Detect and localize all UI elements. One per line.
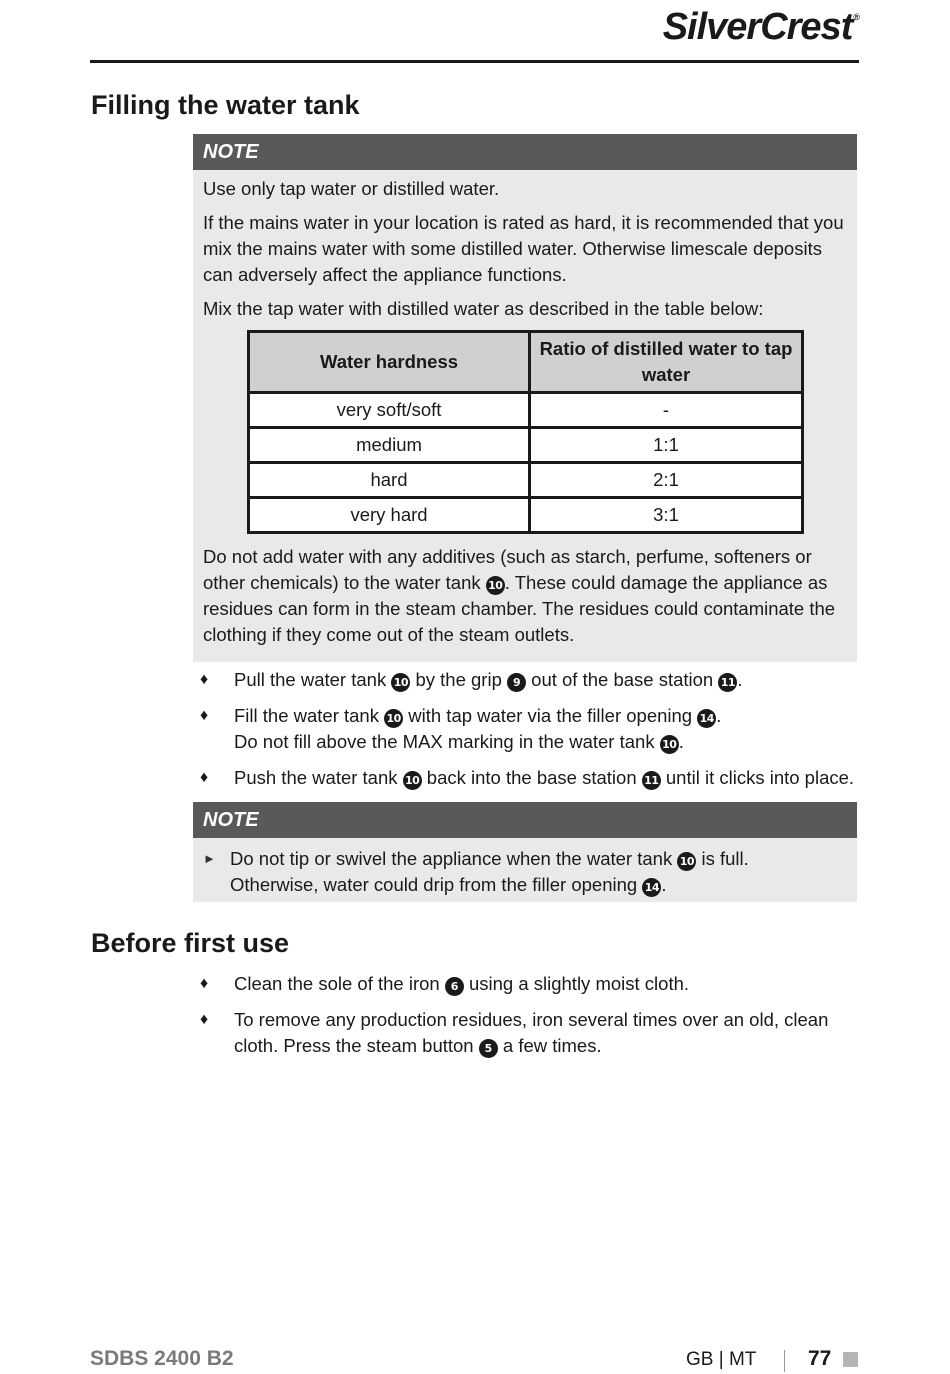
water-hardness-table <box>247 330 804 534</box>
note-text-4: Do not add water with any additives (such as starch, perfume, softeners or other chemicals) to the water tank 10 . These could damage the appliance as residues can form in the steam chamber. The residues could contaminate the clothing if they come out of the steam outlets. <box>203 546 836 645</box>
list-item: ♦ Pull the water tank 10 by the grip 9 out of the base station 11 . <box>200 667 870 693</box>
part-number-badge: 6 <box>445 977 464 996</box>
diamond-bullet-icon: ♦ <box>200 707 209 724</box>
table-row <box>249 428 803 463</box>
part-number-badge: 10 <box>391 673 410 692</box>
note-label: NOTE <box>193 802 857 838</box>
part-number-badge: 9 <box>507 673 526 692</box>
note-text-3: Mix the tap water with distilled water as described in the table below: <box>203 298 764 319</box>
part-number-badge: 10 <box>677 852 696 871</box>
note-box-tip <box>193 802 857 902</box>
table-row <box>249 498 803 533</box>
table-header-hardness: Water hardness <box>249 332 530 393</box>
note-label: NOTE <box>193 134 857 170</box>
section-title-filling: Filling the water tank <box>91 90 360 120</box>
ratio-cell: 2:1 <box>530 463 803 498</box>
footer-language: GB | MT <box>686 1349 757 1370</box>
diamond-bullet-icon: ♦ <box>200 769 209 786</box>
page-header <box>90 0 859 63</box>
footer-model: SDBS 2400 B2 <box>90 1347 234 1370</box>
arrow-bullet-icon: ► <box>203 851 216 866</box>
list-item: ♦ Push the water tank 10 back into the base station 11 until it clicks into place. <box>200 765 870 791</box>
hardness-cell: hard <box>249 463 530 498</box>
note-text-1: Use only tap water or distilled water. <box>203 178 500 199</box>
footer-divider <box>784 1350 785 1372</box>
note-text-2: If the mains water in your location is rated as hard, it is recommended that you mix the mains water with some distilled water. Otherwise limescale deposits can adversely affect the appliance functions. <box>203 212 844 285</box>
list-item: ♦ Fill the water tank 10 with tap water via the filler opening 14 . Do not fill above the MAX marking in the water tank 10 . <box>200 705 722 752</box>
list-item: ♦ To remove any production residues, iron several times over an old, clean cloth. Press the steam button 5 a few times. <box>200 1009 829 1056</box>
note-box-water <box>193 134 857 662</box>
diamond-bullet-icon: ♦ <box>200 975 209 992</box>
table-row <box>249 393 803 428</box>
part-number-badge: 5 <box>479 1039 498 1058</box>
part-number-badge: 10 <box>486 576 505 595</box>
part-number-badge: 11 <box>642 771 661 790</box>
hardness-cell: medium <box>249 428 530 463</box>
section-title-before-first-use: Before first use <box>91 928 290 958</box>
diamond-bullet-icon: ♦ <box>200 671 209 688</box>
footer-square-icon <box>843 1352 858 1367</box>
hardness-cell: very soft/soft <box>249 393 530 428</box>
ratio-cell: 3:1 <box>530 498 803 533</box>
part-number-badge: 10 <box>660 735 679 754</box>
instruction-list <box>200 971 870 1069</box>
part-number-badge: 10 <box>384 709 403 728</box>
hardness-cell: very hard <box>249 498 530 533</box>
instruction-list <box>200 667 870 801</box>
part-number-badge: 14 <box>642 878 661 897</box>
part-number-badge: 10 <box>403 771 422 790</box>
table-header-ratio: Ratio of distilled water to tap water <box>530 332 803 393</box>
ratio-cell: 1:1 <box>530 428 803 463</box>
page-number: 77 <box>808 1347 832 1370</box>
ratio-cell: - <box>530 393 803 428</box>
table-row <box>249 463 803 498</box>
part-number-badge: 11 <box>718 673 737 692</box>
note-list-item: ► Do not tip or swivel the appliance when the water tank 10 is full. Otherwise, water could drip from the filler opening 14 . <box>203 848 749 895</box>
brand-logo: SilverCrest® <box>662 6 859 48</box>
diamond-bullet-icon: ♦ <box>200 1011 209 1028</box>
part-number-badge: 14 <box>697 709 716 728</box>
list-item: ♦ Clean the sole of the iron 6 using a slightly moist cloth. <box>200 971 870 997</box>
